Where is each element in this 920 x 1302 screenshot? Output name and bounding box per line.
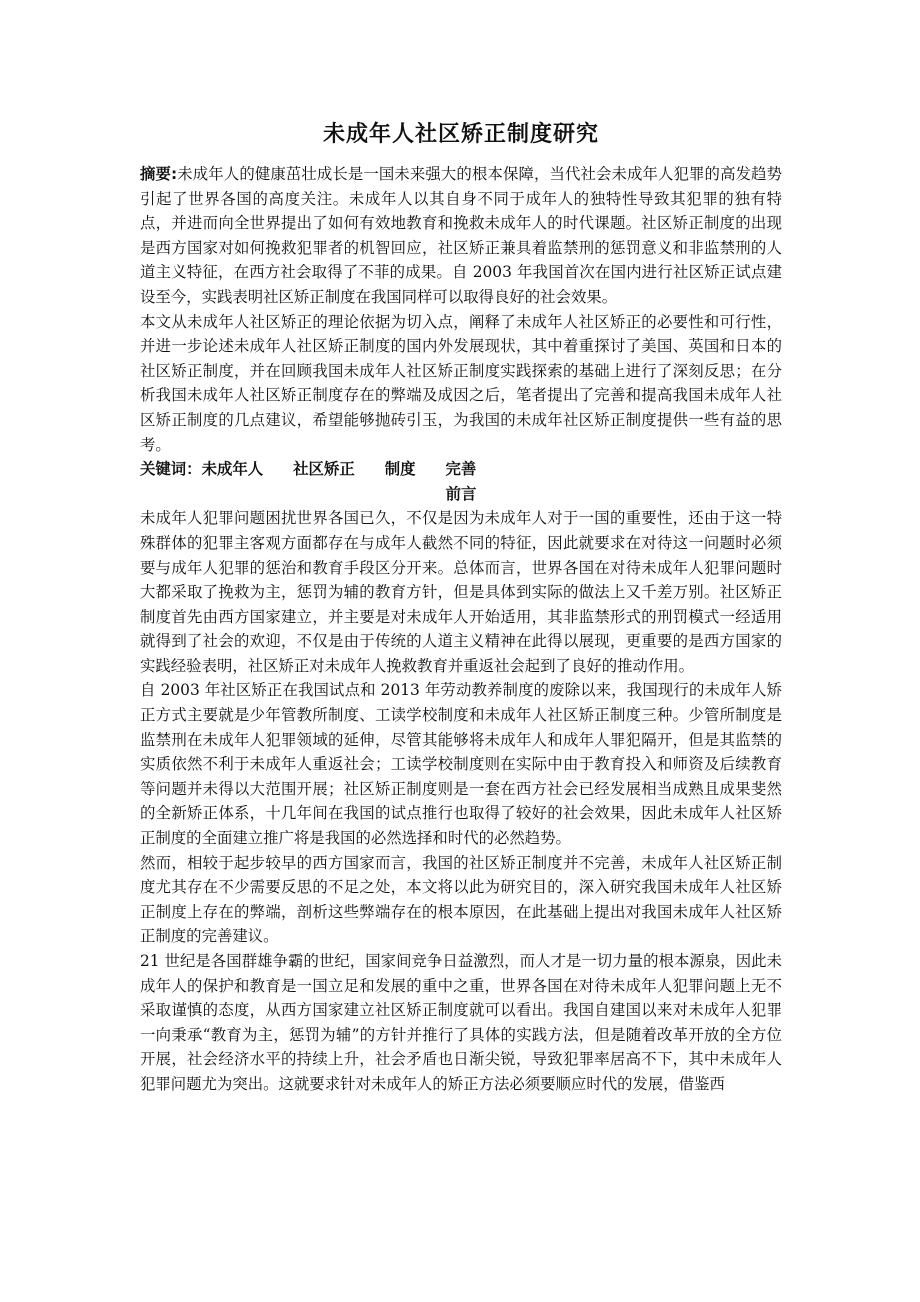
body-paragraph: 21 世纪是各国群雄争霸的世纪，国家间竞争日益激烈，而人才是一切力量的根本源泉，因此未成年人的保护和教育是一国立足和发展的重中之重，世界各国在对待未成年人犯罪问题上无不采取谨慎的态度，从西方国家建立社区矫正制度就可以看出。我国自建国以来对未成年人犯罪一向秉承“教育为主，惩罚为辅”的方针并推行了具体的实践方法，但是随着改革开放的全方位开展，社会经济水平的持续上升，社会矛盾也日渐尖锐，导致犯罪率居高不下，其中未成年人犯罪问题尤为突出。这就要求针对未成年人的矫正方法必须要顺应时代的发展，借鉴西 — [140, 952, 782, 1093]
abstract-paragraph-2: 本文从未成年人社区矫正的理论依据为切入点，阐释了未成年人社区矫正的必要性和可行性，并进一步论述未成年人社区矫正制度的国内外发展现状，其中着重探讨了美国、英国和日本的社区矫正制度，并在回顾我国未成年人社区矫正制度实践探索的基础上进行了深刻反思；在分析我国未成年人社区矫正制度存在的弊端及成因之后，笔者提出了完善和提高我国未成年人社区矫正制度的几点建议，希望能够抛砖引玉，为我国的未成年社区矫正制度提供一些有益的思考。 — [140, 312, 782, 454]
keyword: 未成年人 — [201, 460, 264, 479]
preface-heading: 前言 — [445, 484, 477, 503]
keywords-label: 关键词： — [140, 460, 202, 479]
document-page — [140, 118, 782, 1097]
keywords-line — [140, 457, 782, 482]
body-paragraph: 自 2003 年社区矫正在我国试点和 2013 年劳动教养制度的废除以来，我国现行的未成年人矫正方式主要就是少年管教所制度、工读学校制度和未成年人社区矫正制度三种。少管所制度是监禁刑在未成年人犯罪领域的延伸，尽管其能够将未成年人和成年人罪犯隔开，但是其监禁的实质依然不利于未成年人重返社会；工读学校制度则在实际中由于教育投入和师资及后续教育等问题并未得以大范围开展；社区矫正制度则是一套在西方社会已经发展相当成熟且成果斐然的全新矫正体系，十几年间在我国的试点推行也取得了较好的社会效果，因此未成年人社区矫正制度的全面建立推广将是我国的必然选择和时代的必然趋势。 — [140, 681, 782, 848]
keyword: 制度 — [384, 460, 416, 479]
abstract-label: 摘要: — [140, 165, 178, 183]
body-paragraph: 未成年人犯罪问题困扰世界各国已久，不仅是因为未成年人对于一国的重要性，还由于这一特殊群体的犯罪主客观方面都存在与成年人截然不同的特征，因此就要求在对待这一问题时必须要与成年人犯罪的惩治和教育手段区分开来。总体而言，世界各国在对待未成年人犯罪问题时大都采取了挽救为主，惩罚为辅的教育方针，但是具体到实际的做法上又千差万别。社区矫正制度首先由西方国家建立，并主要是对未成年人开始适用，其非监禁形式的刑罚模式一经适用就得到了社会的欢迎，不仅是由于传统的人道主义精神在此得以展现，更重要的是西方国家的实践经验表明，社区矫正对未成年人挽救教育并重返社会起到了良好的推动作用。 — [140, 509, 782, 675]
keyword: 完善 — [445, 460, 477, 479]
keyword: 社区矫正 — [293, 460, 355, 479]
document-title: 未成年人社区矫正制度研究 — [322, 122, 599, 147]
abstract-paragraph — [140, 162, 782, 310]
abstract-text: 未成年人的健康茁壮成长是一国未来强大的根本保障，当代社会未成年人犯罪的高发趋势引起了世界各国的高度关注。未成年人以其自身不同于成年人的独特性导致其犯罪的独有特点，并进而向全世界提出了如何有效地教育和挽救未成年人的时代课题。社区矫正制度的出现是西方国家对如何挽救犯罪者的机智回应，社区矫正兼具着监禁刑的惩罚意义和非监禁刑的人道主义特征，在西方社会取得了不菲的成果。自 2003 年我国首次在国内进行社区矫正试点建设至今，实践表明社区矫正制度在我国同样可以取得良好的社会效果。 — [140, 165, 782, 306]
body-paragraph: 然而，相较于起步较早的西方国家而言，我国的社区矫正制度并不完善，未成年人社区矫正制度尤其存在不少需要反思的不足之处，本文将以此为研究目的，深入研究我国未成年人社区矫正制度上存在的弊端，剖析这些弊端存在的根本原因，在此基础上提出对我国未成年人社区矫正制度的完善建议。 — [140, 853, 782, 946]
